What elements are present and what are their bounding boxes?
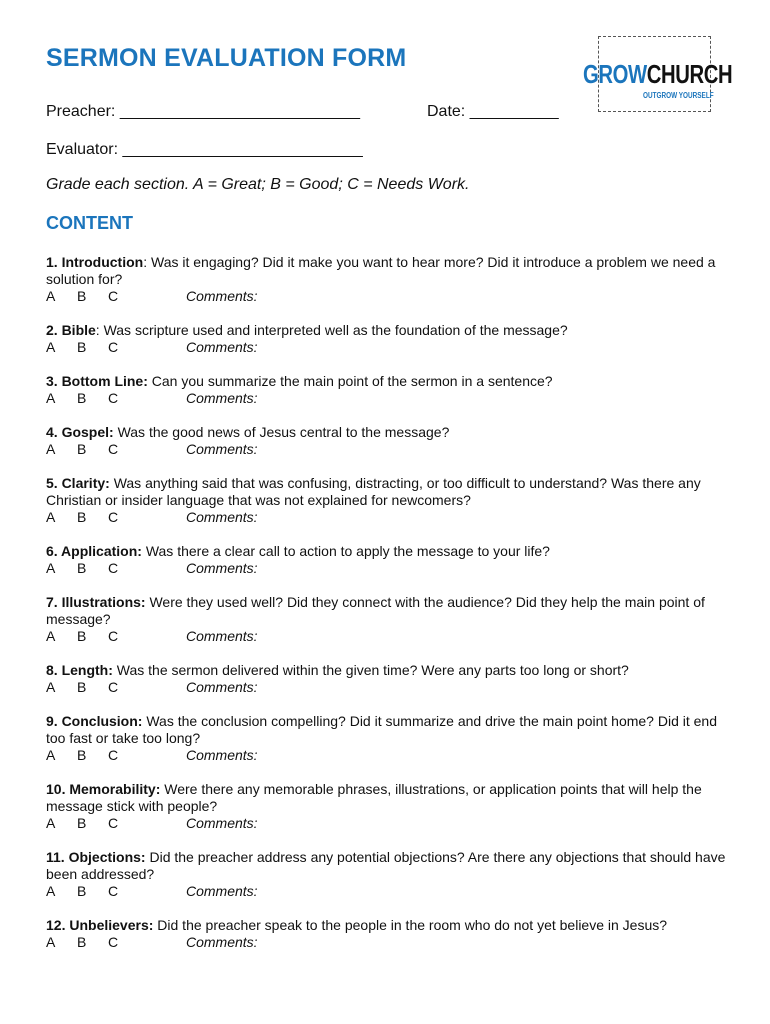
question-body: Were there any memorable phrases, illustrations, or application points that will help the message stick with people? <box>46 781 702 814</box>
question-body: Was there a clear call to action to apply the message to your life? <box>141 543 550 559</box>
grade-option-a[interactable]: A <box>46 509 56 525</box>
question-body: : Was scripture used and interpreted well as the foundation of the message? <box>95 322 568 338</box>
grade-options <box>46 934 736 951</box>
grade-option-a[interactable]: A <box>46 288 56 304</box>
grade-options <box>46 747 736 764</box>
grade-option-b[interactable]: B <box>77 560 87 576</box>
question-label: 11. Objections: <box>46 849 146 865</box>
question-label: 4. Gospel: <box>46 424 114 440</box>
question-label: 6. Application: <box>46 543 142 559</box>
question-label: 8. Length: <box>46 662 113 678</box>
grade-option-a[interactable]: A <box>46 934 56 950</box>
grade-options <box>46 390 736 407</box>
growchurch-logo <box>583 36 733 112</box>
question-body: : Was it engaging? Did it make you want to hear more? Did it introduce a problem we need a solution for? <box>46 254 716 287</box>
grade-option-c[interactable]: C <box>108 390 119 406</box>
grade-option-b[interactable]: B <box>77 628 87 644</box>
question-item <box>46 917 736 951</box>
question-item <box>46 254 736 305</box>
question-body: Can you summarize the main point of the sermon in a sentence? <box>147 373 553 389</box>
question-text <box>46 254 736 288</box>
question-label: 2. Bible <box>46 322 96 338</box>
logo-wordmark <box>583 61 732 87</box>
question-text <box>46 849 736 883</box>
preacher-field[interactable]: Preacher: ___________________________ <box>46 103 361 120</box>
comments-label[interactable]: Comments: <box>186 339 258 355</box>
grade-options <box>46 441 736 458</box>
comments-label[interactable]: Comments: <box>186 628 258 644</box>
date-field[interactable]: Date: __________ <box>427 103 559 120</box>
grade-options <box>46 288 736 305</box>
grade-option-b[interactable]: B <box>77 339 87 355</box>
question-text <box>46 713 736 747</box>
question-body: Was the sermon delivered within the given time? Were any parts too long or short? <box>112 662 629 678</box>
question-label: 3. Bottom Line: <box>46 373 148 389</box>
grading-instructions: Grade each section. A = Great; B = Good; C = Needs Work. <box>46 176 470 193</box>
comments-label[interactable]: Comments: <box>186 288 258 304</box>
question-item <box>46 594 736 645</box>
grade-options <box>46 628 736 645</box>
section-title-content: CONTENT <box>46 213 133 233</box>
grade-option-c[interactable]: C <box>108 679 119 695</box>
grade-options <box>46 339 736 356</box>
logo-grow-text: GROW <box>583 59 647 89</box>
grade-option-c[interactable]: C <box>108 934 119 950</box>
grade-options <box>46 509 736 526</box>
grade-option-b[interactable]: B <box>77 934 87 950</box>
question-item <box>46 781 736 832</box>
page-title: SERMON EVALUATION FORM <box>46 44 407 72</box>
grade-option-b[interactable]: B <box>77 509 87 525</box>
question-list <box>46 254 736 968</box>
grade-option-c[interactable]: C <box>108 288 119 304</box>
question-body: Were they used well? Did they connect with the audience? Did they help the main point of message? <box>46 594 705 627</box>
question-body: Was anything said that was confusing, distracting, or too difficult to understand? Was there any Christian or insider language that was not explained for newcomers? <box>46 475 701 508</box>
grade-option-b[interactable]: B <box>77 679 87 695</box>
question-item <box>46 713 736 764</box>
question-text <box>46 543 736 560</box>
grade-option-c[interactable]: C <box>108 815 119 831</box>
question-item <box>46 322 736 356</box>
comments-label[interactable]: Comments: <box>186 747 258 763</box>
grade-option-c[interactable]: C <box>108 441 119 457</box>
question-body: Did the preacher speak to the people in the room who do not yet believe in Jesus? <box>153 917 668 933</box>
question-text <box>46 424 736 441</box>
grade-option-a[interactable]: A <box>46 560 56 576</box>
grade-option-b[interactable]: B <box>77 288 87 304</box>
grade-option-b[interactable]: B <box>77 883 87 899</box>
logo-church-text: CHURCH <box>646 59 733 89</box>
question-text <box>46 662 736 679</box>
question-text <box>46 475 736 509</box>
question-item <box>46 849 736 900</box>
grade-option-c[interactable]: C <box>108 747 119 763</box>
grade-options <box>46 815 736 832</box>
question-label: 9. Conclusion: <box>46 713 143 729</box>
grade-option-a[interactable]: A <box>46 339 56 355</box>
grade-option-a[interactable]: A <box>46 628 56 644</box>
comments-label[interactable]: Comments: <box>186 815 258 831</box>
question-label: 5. Clarity: <box>46 475 110 491</box>
question-body: Was the conclusion compelling? Did it summarize and drive the main point home? Did it end too fast or take too long? <box>46 713 717 746</box>
grade-option-a[interactable]: A <box>46 390 56 406</box>
grade-option-b[interactable]: B <box>77 815 87 831</box>
question-body: Did the preacher address any potential objections? Are there any objections that should have been addressed? <box>46 849 726 882</box>
grade-option-a[interactable]: A <box>46 815 56 831</box>
logo-tagline: OUTGROW YOURSELF <box>643 91 714 100</box>
question-item <box>46 373 736 407</box>
comments-label[interactable]: Comments: <box>186 441 258 457</box>
question-text <box>46 322 736 339</box>
grade-options <box>46 560 736 577</box>
question-text <box>46 594 736 628</box>
question-label: 12. Unbelievers: <box>46 917 154 933</box>
question-label: 7. Illustrations: <box>46 594 146 610</box>
question-label: 10. Memorability: <box>46 781 161 797</box>
question-body: Was the good news of Jesus central to the message? <box>113 424 450 440</box>
grade-option-c[interactable]: C <box>108 628 119 644</box>
comments-label[interactable]: Comments: <box>186 934 258 950</box>
question-text <box>46 781 736 815</box>
question-item <box>46 543 736 577</box>
comments-label[interactable]: Comments: <box>186 390 258 406</box>
grade-options <box>46 679 736 696</box>
grade-options <box>46 883 736 900</box>
grade-option-a[interactable]: A <box>46 441 56 457</box>
question-text <box>46 917 736 934</box>
evaluator-field[interactable]: Evaluator: ___________________________ <box>46 141 363 158</box>
grade-option-c[interactable]: C <box>108 339 119 355</box>
question-item <box>46 424 736 458</box>
comments-label[interactable]: Comments: <box>186 679 258 695</box>
grade-option-b[interactable]: B <box>77 747 87 763</box>
question-item <box>46 475 736 526</box>
grade-option-a[interactable]: A <box>46 679 56 695</box>
grade-option-b[interactable]: B <box>77 390 87 406</box>
grade-option-c[interactable]: C <box>108 560 119 576</box>
grade-option-b[interactable]: B <box>77 441 87 457</box>
question-text <box>46 373 736 390</box>
comments-label[interactable]: Comments: <box>186 560 258 576</box>
grade-option-a[interactable]: A <box>46 883 56 899</box>
grade-option-a[interactable]: A <box>46 747 56 763</box>
comments-label[interactable]: Comments: <box>186 509 258 525</box>
question-item <box>46 662 736 696</box>
grade-option-c[interactable]: C <box>108 509 119 525</box>
comments-label[interactable]: Comments: <box>186 883 258 899</box>
question-label: 1. Introduction <box>46 254 144 270</box>
grade-option-c[interactable]: C <box>108 883 119 899</box>
